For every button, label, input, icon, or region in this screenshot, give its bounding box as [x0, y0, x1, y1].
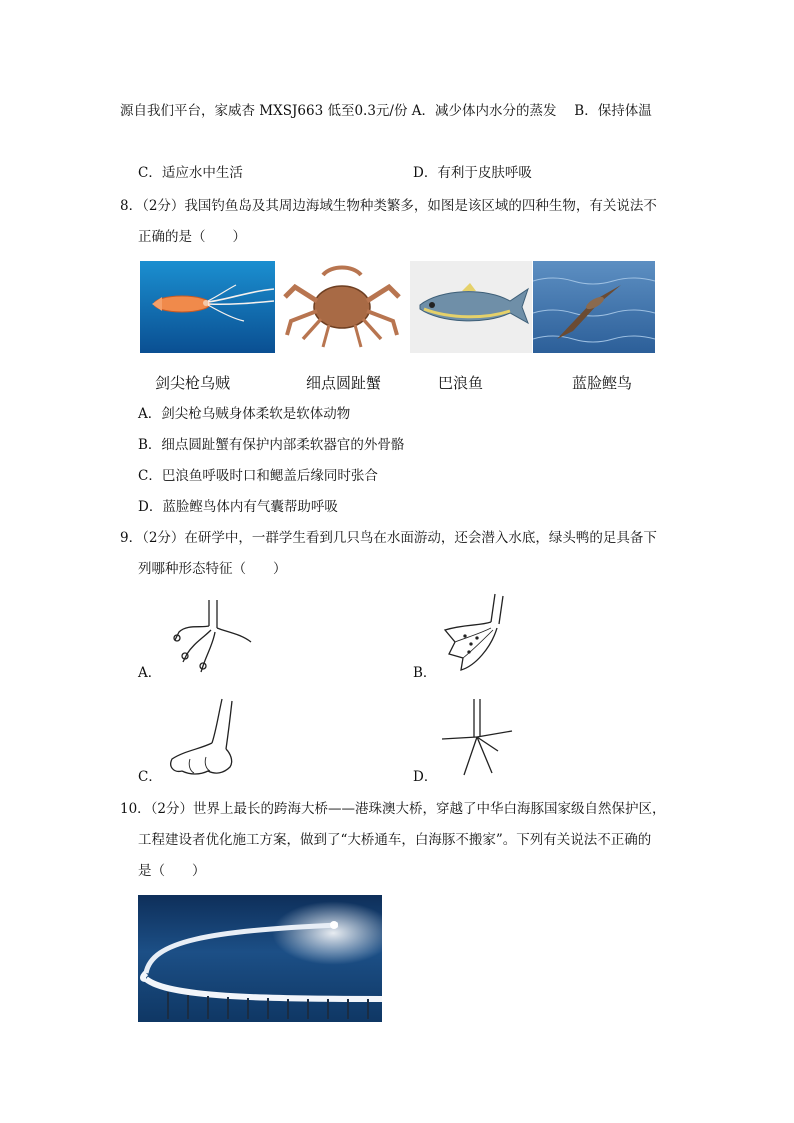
q9-label-a: A．	[138, 665, 162, 681]
fish-image	[410, 261, 532, 353]
q8-option-b: B．细点圆趾蟹有保护内部柔软器官的外骨骼	[138, 437, 405, 453]
q8-caption-squid: 剑尖枪乌贼	[155, 374, 231, 392]
q8-stem-line1: 8．（2分）我国钓鱼岛及其周边海域生物种类繁多，如图是该区域的四种生物，有关说法不	[120, 198, 657, 214]
q9-label-d: D．	[413, 769, 438, 785]
q8-stem-line2: 正确的是（ ）	[138, 229, 246, 245]
q8-caption-fish: 巴浪鱼	[438, 374, 484, 392]
bridge-image	[138, 895, 382, 1022]
q7-option-c: C．适应水中生活	[138, 165, 243, 181]
crab-image	[277, 261, 407, 353]
q8-option-a: A．剑尖枪乌贼身体柔软是软体动物	[138, 406, 351, 422]
q9-stem-line1: 9．（2分）在研学中，一群学生看到几只鸟在水面游动，还会潜入水底，绿头鸭的足具备下	[120, 530, 657, 546]
squid-image	[140, 261, 275, 353]
q7-option-d: D．有利于皮肤呼吸	[413, 165, 532, 181]
foot-b-image	[435, 592, 511, 676]
q10-stem-line1: 10．（2分）世界上最长的跨海大桥——港珠澳大桥，穿越了中华白海豚国家级自然保护区，	[120, 801, 666, 817]
q8-option-c: C．巴浪鱼呼吸时口和鳃盖后缘同时张合	[138, 468, 378, 484]
header-line: 源自我们平台，家威杏 MXSJ663 低至0.3元/份 A．减少体内水分的蒸发 B．保持体温	[120, 103, 652, 119]
q8-caption-crab: 细点圆趾蟹	[306, 374, 382, 392]
q9-label-c: C．	[138, 769, 162, 785]
q8-caption-bird: 蓝脸鲣鸟	[572, 374, 633, 392]
seabird-image	[533, 261, 655, 353]
q10-stem-line2: 工程建设者优化施工方案，做到了“大桥通车，白海豚不搬家”。下列有关说法不正确的	[138, 832, 652, 848]
q9-label-b: B．	[413, 665, 437, 681]
q8-option-d: D．蓝脸鲣鸟体内有气囊帮助呼吸	[138, 499, 338, 515]
foot-d-image	[436, 697, 516, 779]
q9-stem-line2: 列哪种形态特征（ ）	[138, 561, 287, 577]
foot-a-image	[163, 598, 255, 676]
foot-c-image	[160, 697, 250, 779]
q10-stem-line3: 是（ ）	[138, 863, 206, 879]
